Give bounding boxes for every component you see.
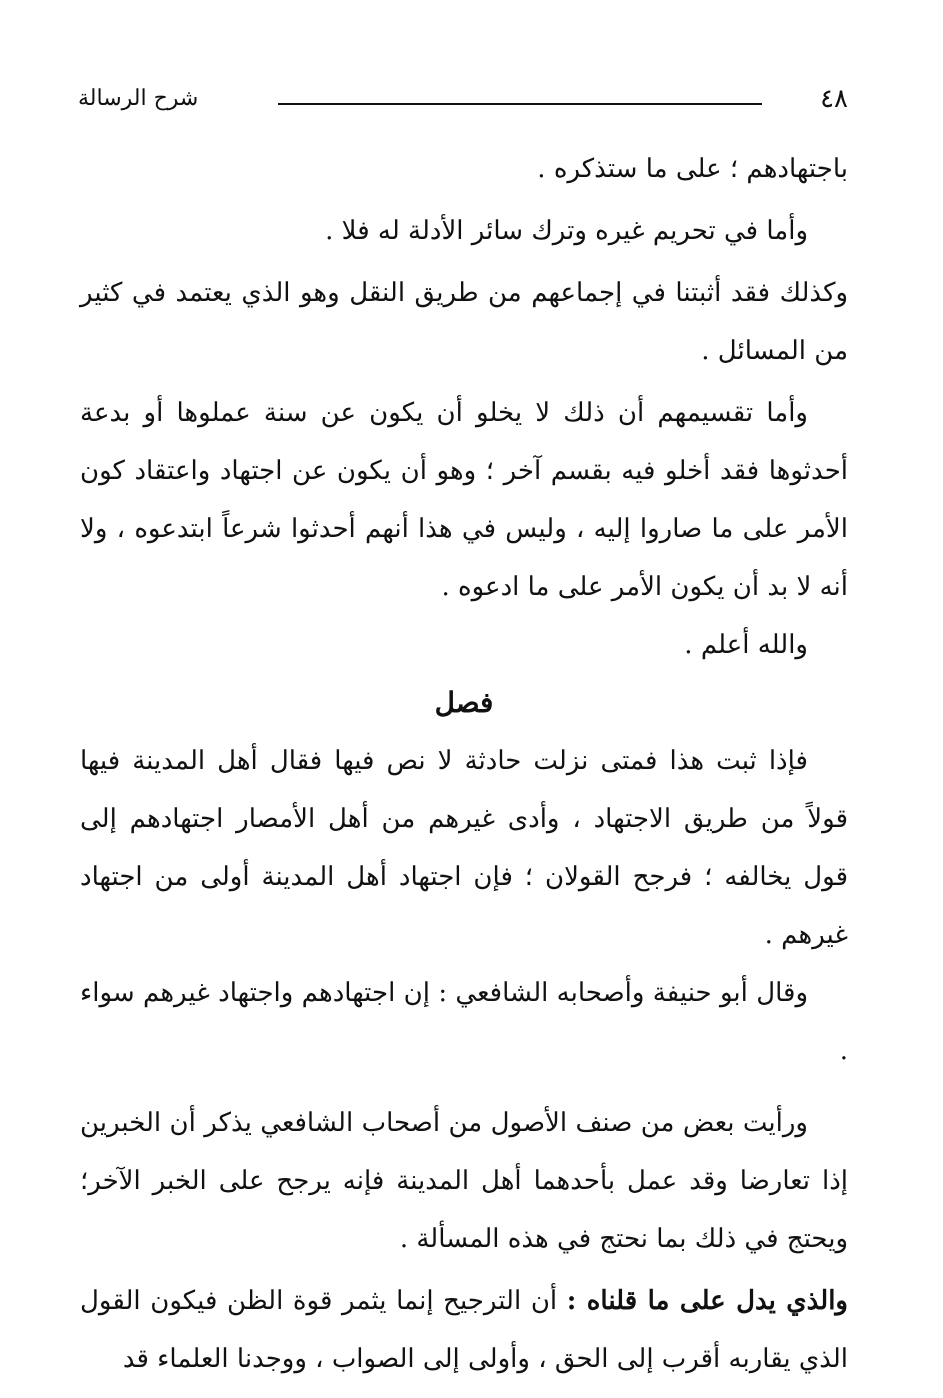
section-heading: فصل <box>434 686 494 719</box>
paragraph-8: ورأيت بعض من صنف الأصول من أصحاب الشافعي يذكر أن الخبرين إذا تعارضا وقد عمل بأحدهما أهل المدينة فإنه يرجح على الخبر الآخر؛ ويحتج في ذلك بما نحتج في هذه المسألة . <box>80 1108 848 1254</box>
paragraph-6: فإذا ثبت هذا فمتى نزلت حادثة لا نص فيها فقال أهل المدينة فيها قولاً من طريق الاجتهاد ، وأدى غيرهم من أهل الأمصار اجتهادهم إلى قول يخالفه ؛ فرجح القولان ؛ فإن اجتهاد أهل المدينة أولى من اجتهاد غيرهم . <box>80 746 848 950</box>
paragraph-9-lead: والذي يدل على ما قلناه : <box>566 1286 848 1316</box>
paragraph-9 <box>80 1272 848 1388</box>
body-text <box>80 140 848 1388</box>
running-header <box>78 86 848 122</box>
paragraph-7: وقال أبو حنيفة وأصحابه الشافعي : إن اجتهادهم واجتهاد غيرهم سواء . <box>80 978 848 1066</box>
paragraph-9-text: أن الترجيح إنما يثمر قوة الظن فيكون القول الذي يقاربه أقرب إلى الحق ، وأولى إلى الصواب ، ووجدنا العلماء قد <box>80 1286 848 1374</box>
header-title: شرح الرسالة <box>78 86 199 111</box>
page-number: ٤٨ <box>820 84 848 114</box>
header-rule <box>278 103 762 105</box>
paragraph-4: وأما تقسيمهم أن ذلك لا يخلو أن يكون عن سنة عملوها أو بدعة أحدثوها فقد أخلو فيه بقسم آخر ؛ وهو أن يكون عن اجتهاد واعتقاد كون الأمر على ما صاروا إليه ، وليس في هذا أنهم أحدثوا شرعاً ابتدعوه ، ولا أنه لا بد أن يكون الأمر على ما ادعوه . <box>80 398 848 602</box>
paragraph-1: باجتهادهم ؛ على ما ستذكره . <box>537 154 848 184</box>
paragraph-2: وأما في تحريم غيره وترك سائر الأدلة له فلا . <box>325 216 808 246</box>
paragraph-3: وكذلك فقد أثبتنا في إجماعهم من طريق النقل وهو الذي يعتمد في كثير من المسائل . <box>80 278 848 366</box>
paragraph-5: والله أعلم . <box>684 630 808 660</box>
